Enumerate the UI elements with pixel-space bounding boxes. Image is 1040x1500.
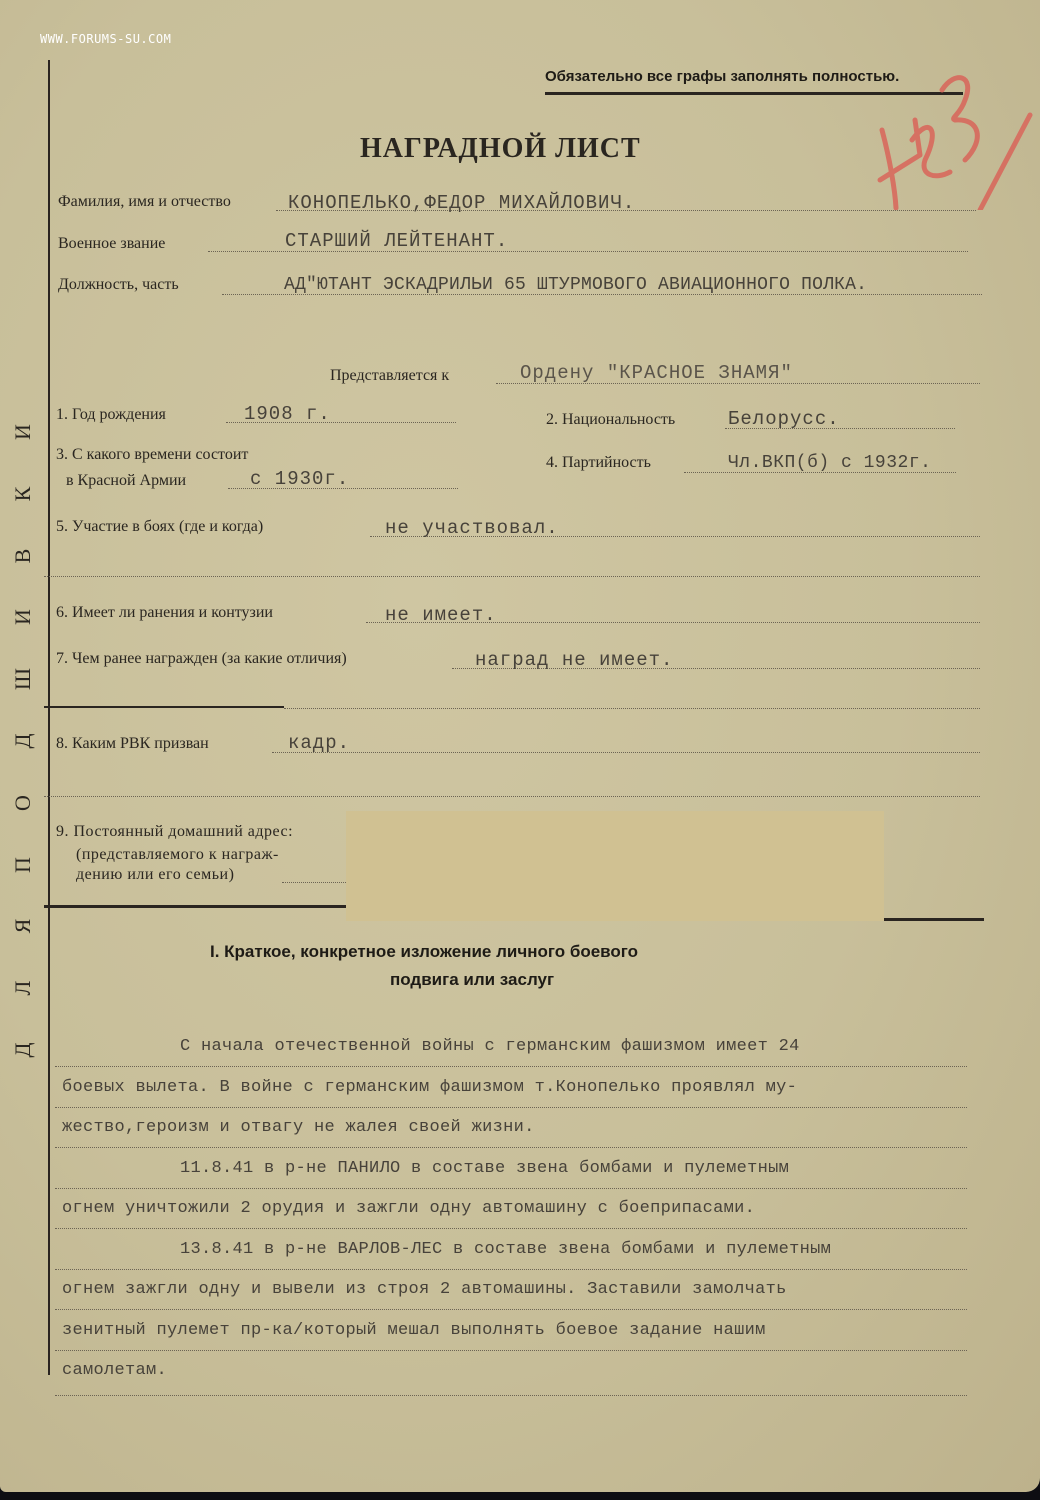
binder-margin-text: [8, 400, 38, 1080]
binder-letter: В: [10, 548, 35, 563]
merit-line: С начала отечественной войны с германским фашизмом имеет 24: [180, 1037, 800, 1056]
redacted-address-block: [346, 811, 884, 921]
fio-value: КОНОПЕЛЬКО,ФЕДОР МИХАЙЛОВИЧ.: [288, 192, 636, 214]
award-value: Ордену "КРАСНОЕ ЗНАМЯ": [520, 362, 793, 384]
service-since-label-1: 3. С какого времени состоит: [56, 446, 249, 463]
binder-letter: Л: [10, 980, 35, 996]
party-label: 4. Партийность: [546, 454, 651, 471]
battles-dotline-2: [44, 576, 980, 577]
rank-label: Военное звание: [58, 235, 166, 252]
rvk-dotline: [272, 752, 980, 753]
address-dotline: [282, 882, 346, 883]
wounds-value: не имеет.: [385, 604, 497, 626]
battles-value: не участвовал.: [385, 517, 559, 539]
merit-dotline: [55, 1269, 967, 1270]
binder-letter: П: [10, 856, 35, 873]
binder-letter: К: [10, 486, 35, 502]
merit-dotline: [55, 1309, 967, 1310]
section-rule-short: [44, 706, 284, 708]
merit-dotline: [55, 1350, 967, 1351]
binder-letter: Я: [10, 919, 35, 934]
prior-awards-value: наград не имеет.: [475, 649, 674, 671]
party-value: Чл.ВКП(б) с 1932г.: [728, 453, 932, 473]
address-label-3: дению или его семьи): [76, 866, 235, 883]
binder-letter: О: [10, 794, 35, 811]
rvk-value: кадр.: [288, 732, 351, 754]
section-heading-line-1: I. Краткое, конкретное изложение личного боевого: [210, 942, 639, 961]
section-divider-right: [884, 918, 984, 921]
birth-year-value: 1908 г.: [244, 403, 331, 425]
nationality-label: 2. Национальность: [546, 411, 676, 428]
address-label-1: 9. Постоянный домашний адрес:: [56, 823, 294, 840]
merit-dotline: [55, 1147, 967, 1148]
merit-line: 13.8.41 в р-не ВАРЛОВ-ЛЕС в составе звена бомбами и пулеметным: [180, 1239, 832, 1259]
binder-letter: Д: [10, 1042, 35, 1058]
rvk-label: 8. Каким РВК призван: [56, 735, 209, 752]
rvk-dotline-2: [44, 796, 980, 797]
service-since-value: с 1930г.: [250, 468, 350, 490]
merit-dotline: [55, 1107, 967, 1108]
handwritten-number-mark: [860, 60, 1040, 210]
merit-line: зенитный пулемет пр-ка/который мешал выполнять боевое задание нашим: [62, 1320, 766, 1340]
battles-label: 5. Участие в боях (где и когда): [56, 518, 264, 535]
wounds-label: 6. Имеет ли ранения и контузии: [56, 604, 273, 621]
prior-awards-label: 7. Чем ранее награжден (за какие отличия): [56, 650, 347, 667]
birth-year-label: 1. Год рождения: [56, 406, 166, 423]
merit-dotline: [55, 1066, 967, 1067]
merit-line: 11.8.41 в р-не ПАНИЛО в составе звена бомбами и пулеметным: [180, 1158, 790, 1178]
binder-letter: Ш: [10, 668, 35, 691]
section-divider-left: [44, 905, 346, 908]
merit-line: жество,героизм и отвагу не жалея своей жизни.: [62, 1118, 535, 1137]
binder-letter: И: [10, 423, 35, 440]
address-label-2: (представляемого к награж-: [76, 846, 279, 863]
service-since-label-2: в Красной Армии: [66, 472, 187, 489]
binder-letter: И: [10, 609, 35, 626]
position-value: АД"ЮТАНТ ЭСКАДРИЛЬИ 65 ШТУРМОВОГО АВИАЦИОННОГО ПОЛКА.: [284, 275, 868, 295]
nationality-value: Белорусс.: [728, 408, 840, 430]
page-title: НАГРАДНОЙ ЛИСТ: [360, 133, 641, 164]
merit-dotline: [55, 1395, 967, 1396]
merit-dotline: [55, 1188, 967, 1189]
merit-line: огнем зажгли одну и вывели из строя 2 автомашины. Заставили замолчать: [62, 1280, 787, 1299]
award-label: Представляется к: [330, 367, 450, 384]
fio-label: Фамилия, имя и отчество: [58, 193, 231, 210]
fill-all-fields-notice: Обязательно все графы заполнять полностью.: [545, 68, 900, 85]
merit-line: боевых вылета. В войне с германским фашизмом т.Конопелько проявлял му-: [62, 1077, 798, 1097]
position-label: Должность, часть: [58, 276, 179, 293]
binder-letter: Д: [10, 733, 35, 749]
merit-line: огнем уничтожили 2 орудия и зажгли одну автомашину с боеприпасами.: [62, 1199, 756, 1218]
section-heading-line-2: подвига или заслуг: [390, 970, 555, 989]
section-dotline: [284, 708, 980, 709]
watermark: WWW.FORUMS-SU.COM: [40, 32, 172, 46]
binder-margin-line: [48, 60, 50, 1375]
rank-value: СТАРШИЙ ЛЕЙТЕНАНТ.: [285, 230, 509, 252]
merit-line: самолетам.: [62, 1361, 168, 1380]
merit-dotline: [55, 1228, 967, 1229]
